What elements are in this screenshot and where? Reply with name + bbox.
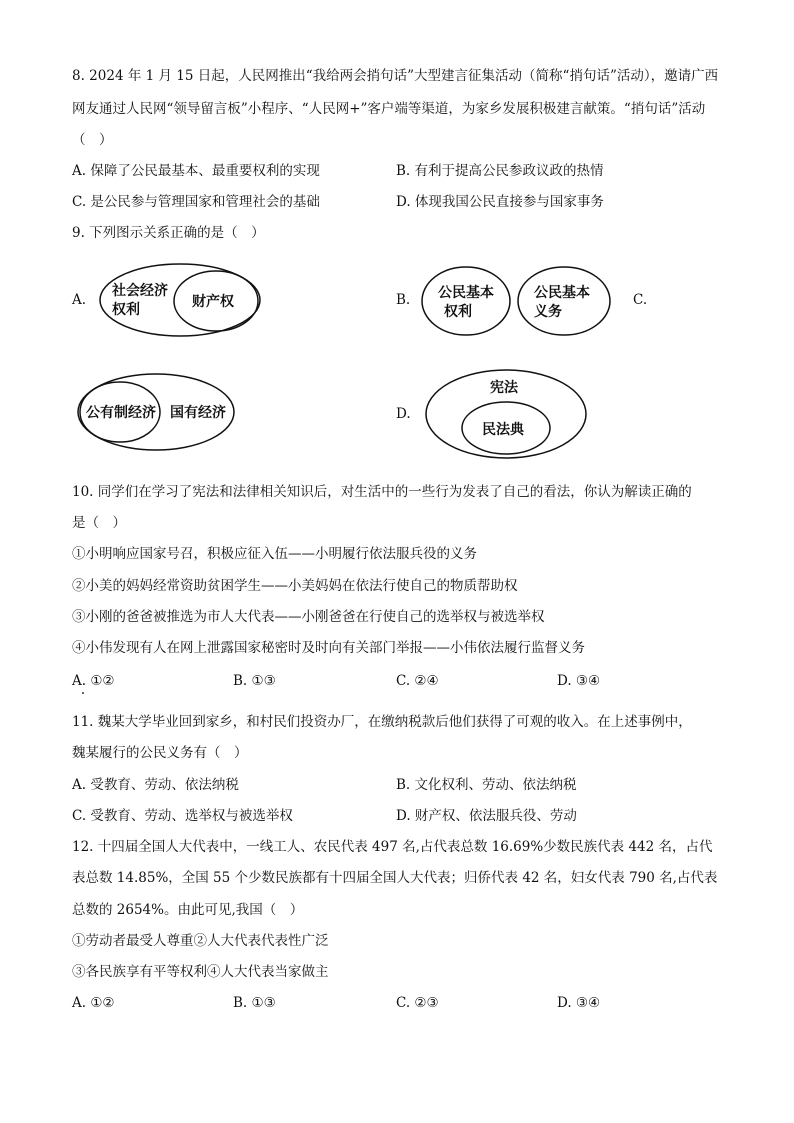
diagram-b-left-label-1: 公民基本 bbox=[438, 285, 494, 301]
diagram-c-inner-label: 公有制经济 bbox=[86, 405, 156, 421]
diagram-b-left-label-2: 权利 bbox=[444, 304, 472, 320]
question-10-option-c[interactable]: C. ②④ bbox=[396, 673, 439, 689]
question-8-option-b[interactable]: B. 有利于提高公民参政议政的热情 bbox=[396, 163, 604, 179]
diagram-d bbox=[422, 366, 590, 462]
question-10-item: ④小伟发现有人在网上泄露国家秘密时及时向有关部门举报——小伟依法履行监督义务 bbox=[72, 640, 585, 656]
question-9-stem: 9. 下列图示关系正确的是（ ） bbox=[72, 225, 265, 241]
question-9-option-a-label[interactable]: A. bbox=[72, 292, 87, 308]
question-12-item: ③各民族享有平等权利④人大代表当家做主 bbox=[72, 964, 329, 980]
question-12-stem-line: 12. 十四届全国人大代表中，一线工人、农民代表 497 名,占代表总数 16.69%少数民族代表 442 名，占代 bbox=[72, 839, 713, 855]
question-12-stem-line: 总数的 2654%。由此可见,我国（ ） bbox=[72, 902, 304, 918]
question-9-option-b-label[interactable]: B. bbox=[396, 292, 411, 308]
diagram-b-right-label-2: 义务 bbox=[534, 304, 562, 320]
question-11-option-c[interactable]: C. 受教育、劳动、选举权与被选举权 bbox=[72, 808, 293, 824]
question-12-option-c[interactable]: C. ②③ bbox=[396, 995, 439, 1011]
diagram-c bbox=[76, 370, 244, 456]
question-10-option-b[interactable]: B. ①③ bbox=[233, 673, 276, 689]
question-12-option-d[interactable]: D. ③④ bbox=[557, 995, 601, 1011]
question-8-option-a[interactable]: A. 保障了公民最基本、最重要权利的实现 bbox=[72, 163, 320, 179]
question-10-option-a[interactable]: A. ①② bbox=[72, 673, 115, 689]
question-11-option-a[interactable]: A. 受教育、劳动、依法纳税 bbox=[72, 777, 239, 793]
question-8-option-c[interactable]: C. 是公民参与管理国家和管理社会的基础 bbox=[72, 194, 320, 210]
question-10-item: ③小刚的爸爸被推选为市人大代表——小刚爸爸在行使自己的选举权与被选举权 bbox=[72, 609, 545, 625]
diagram-c-outer-label: 国有经济 bbox=[170, 405, 226, 421]
question-11-option-d[interactable]: D. 财产权、依法服兵役、劳动 bbox=[396, 808, 577, 824]
question-9-option-c-label[interactable]: C. bbox=[633, 292, 648, 308]
diagram-b-right-ellipse bbox=[518, 267, 610, 335]
question-8-stem-line: 8. 2024 年 1 月 15 日起，人民网推出“我给两会捎句话”大型建言征集活动（简称“捎句话”活动），邀请广西 bbox=[72, 68, 719, 84]
diagram-b bbox=[418, 263, 618, 341]
question-12-item: ①劳动者最受人尊重②人大代表代表性广泛 bbox=[72, 933, 329, 949]
diagram-a bbox=[96, 262, 266, 342]
question-12-option-b[interactable]: B. ①③ bbox=[233, 995, 276, 1011]
question-10-stem-line: 10. 同学们在学习了宪法和法律相关知识后，对生活中的一些行为发表了自己的看法，你认为解读正确的 bbox=[72, 484, 692, 500]
question-11-stem-line: 11. 魏某大学毕业回到家乡，和村民们投资办厂，在缴纳税款后他们获得了可观的收入。在上述事例中， bbox=[72, 714, 692, 730]
diagram-b-right-label-1: 公民基本 bbox=[534, 285, 590, 301]
question-12-stem-line: 表总数 14.85%，全国 55 个少数民族都有十四届全国人大代表；归侨代表 42 名，妇女代表 790 名,占代表 bbox=[72, 870, 718, 886]
question-11-option-b[interactable]: B. 文化权利、劳动、依法纳税 bbox=[396, 777, 577, 793]
diagram-a-inner-label: 财产权 bbox=[192, 294, 234, 310]
question-10-item: ②小美的妈妈经常资助贫困学生——小美妈妈在依法行使自己的物质帮助权 bbox=[72, 578, 518, 594]
question-9-option-d-label[interactable]: D. bbox=[396, 406, 411, 422]
diagram-b-left-ellipse bbox=[422, 267, 510, 335]
question-10-item: ①小明响应国家号召，积极应征入伍——小明履行依法服兵役的义务 bbox=[72, 546, 477, 562]
diagram-a-outer-label-2: 权利 bbox=[112, 302, 140, 318]
question-8-stem-line: （ ） bbox=[72, 132, 113, 148]
question-8-option-d[interactable]: D. 体现我国公民直接参与国家事务 bbox=[396, 194, 604, 210]
question-8-stem-line: 网友通过人民网“领导留言板”小程序、“人民网+”客户端等渠道，为家乡发展积极建言献策。“捎句话”活动 bbox=[72, 101, 706, 117]
diagram-a-outer-label-1: 社会经济 bbox=[112, 283, 168, 299]
question-11-stem-line: 魏某履行的公民义务有（ ） bbox=[72, 745, 248, 761]
question-10-option-d[interactable]: D. ③④ bbox=[557, 673, 601, 689]
stray-dot bbox=[82, 692, 84, 694]
question-10-stem-line: 是（ ） bbox=[72, 515, 126, 531]
question-12-option-a[interactable]: A. ①② bbox=[72, 995, 115, 1011]
diagram-d-inner-label: 民法典 bbox=[482, 422, 524, 438]
diagram-d-outer-label: 宪法 bbox=[490, 380, 518, 396]
